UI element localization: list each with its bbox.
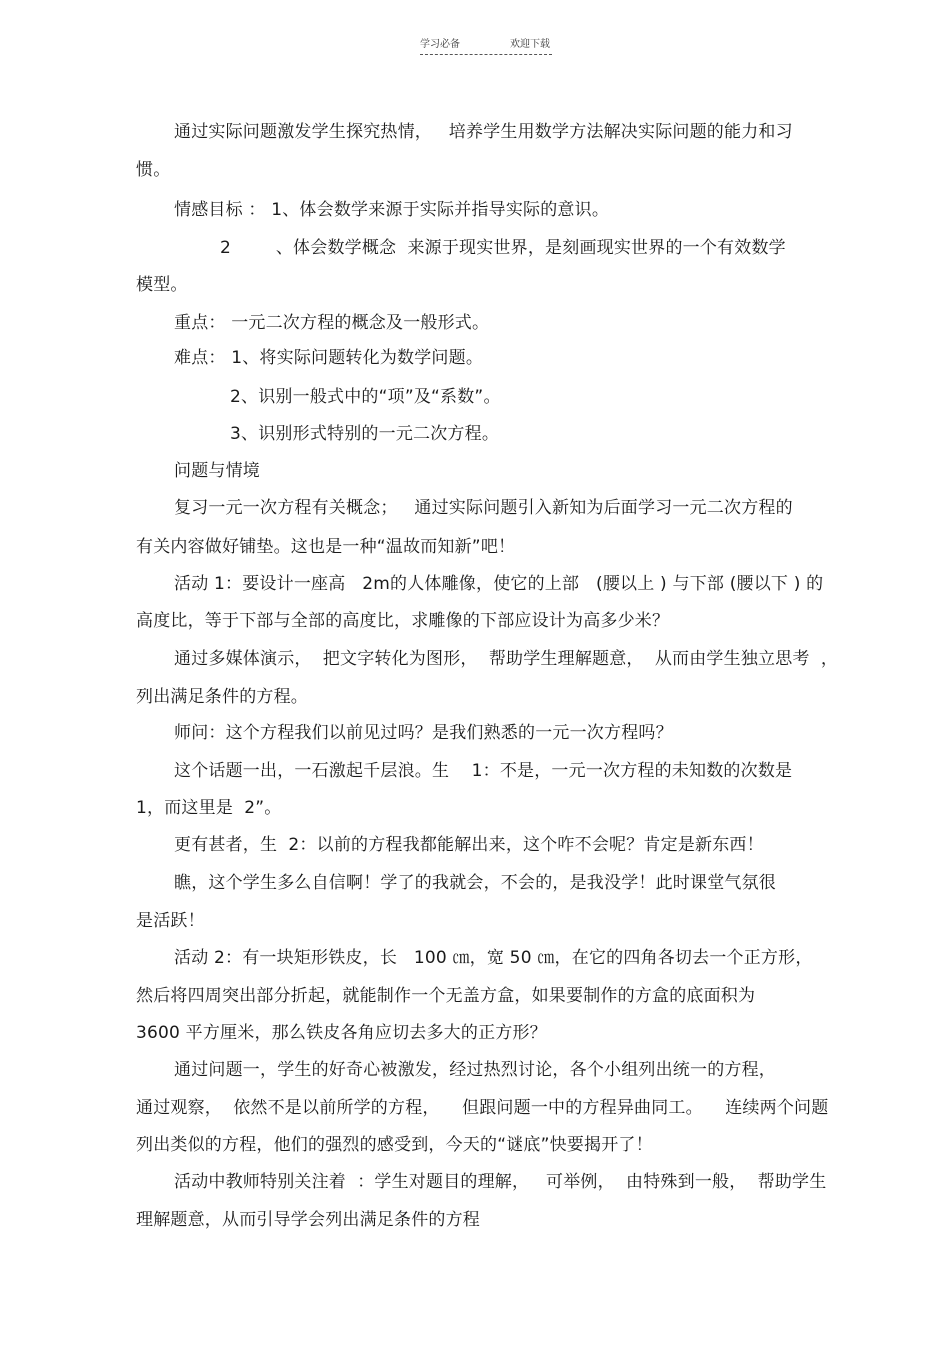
text-line: 1，而这里是 2”。 [136,798,282,818]
text-line: 3600 平方厘米，那么铁皮各角应切去多大的正方形？ [136,1023,547,1043]
text-line: 有关内容做好铺垫。这也是一种“温故而知新”吧！ [136,537,516,557]
text-line: 复习一元一次方程有关概念； 通过实际问题引入新知为后面学习一元二次方程的 [174,498,793,518]
text-line: 然后将四周突出部分折起，就能制作一个无盖方盒，如果要制作的方盒的底面积为 [136,986,756,1006]
header-left-text: 学习必备 [420,39,460,50]
text-line: 通过多媒体演示， 把文字转化为图形， 帮助学生理解题意， 从而由学生独立思考 ， [174,649,839,669]
header-right-text: 欢迎下载 [510,39,550,50]
text-line: 难点： 1、将实际问题转化为数学问题。 [174,348,484,368]
text-line: 更有甚者，生 2：以前的方程我都能解出来，这个咋不会呢？肯定是新东西！ [174,835,764,855]
text-line: 这个话题一出，一石激起千层浪。生 1：不是，一元一次方程的未知数的次数是 [174,761,793,781]
text-line: 列出类似的方程，他们的强烈的感受到，今天的“谜底”快要揭开了！ [136,1135,653,1155]
text-line: 理解题意，从而引导学会列出满足条件的方程 [136,1210,480,1230]
text-line: 是活跃！ [136,911,205,931]
text-line: 通过实际问题激发学生探究热情， 培养学生用数学方法解决实际问题的能力和习 [174,122,793,142]
text-line: 活动中教师特别关注着 ：学生对题目的理解， 可举例， 由特殊到一般， 帮助学生 [174,1172,827,1192]
text-line: 高度比，等于下部与全部的高度比，求雕像的下部应设计为高多少米？ [136,611,670,631]
text-line: 活动 2：有一块矩形铁皮，长 100 ㎝，宽 50 ㎝，在它的四角各切去一个正方形， [174,948,813,968]
text-line: 惯。 [136,160,171,180]
text-line: 模型。 [136,275,188,295]
text-line: 重点： 一元二次方程的概念及一般形式。 [174,313,490,333]
text-line: 2、识别一般式中的“项”及“系数”。 [230,387,501,407]
text-line: 2 、体会数学概念 来源于现实世界，是刻画现实世界的一个有效数学 [220,238,786,258]
text-line: 活动 1：要设计一座高 2m的人体雕像，使它的上部 (腰以上 ) 与下部 (腰以下 ) 的 [174,574,824,594]
header-dashed-rule [420,54,552,55]
text-line: 通过观察， 依然不是以前所学的方程， 但跟问题一中的方程异曲同工。 连续两个问题 [136,1098,829,1118]
text-line: 情感目标 ： 1、体会数学来源于实际并指导实际的意识。 [174,200,610,220]
text-line: 瞧，这个学生多么自信啊！学了的我就会，不会的，是我没学！此时课堂气氛很 [174,873,776,893]
text-line: 3、识别形式特别的一元二次方程。 [230,424,500,444]
text-line: 通过问题一，学生的好奇心被激发，经过热烈讨论，各个小组列出统一的方程， [174,1060,776,1080]
section-heading: 问题与情境 [174,461,260,481]
text-line: 列出满足条件的方程。 [136,687,308,707]
text-line: 师问：这个方程我们以前见过吗？是我们熟悉的一元一次方程吗？ [174,723,673,743]
